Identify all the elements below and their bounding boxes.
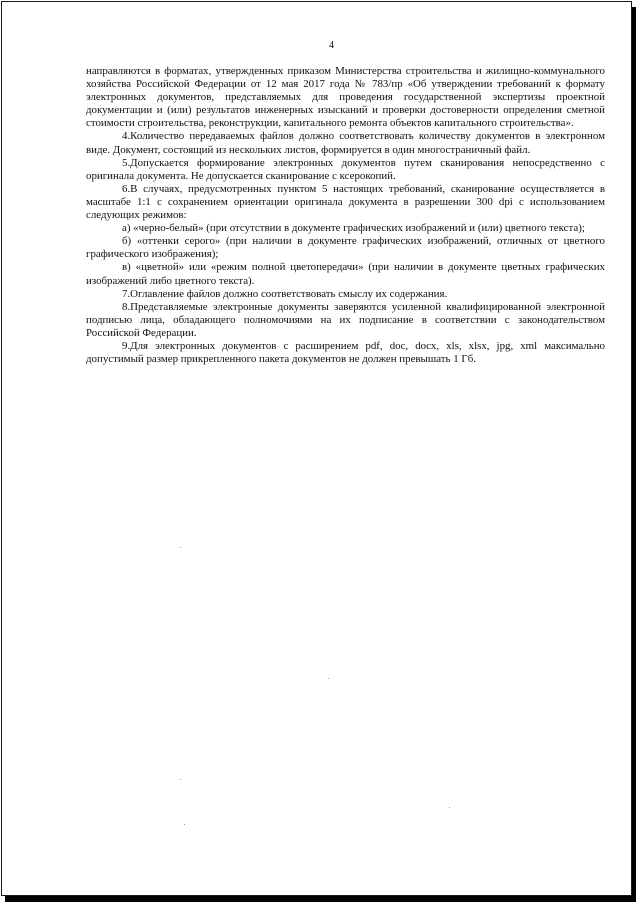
paragraph-item-6a: а) «черно-белый» (при отсутствии в документе графических изображений и (или) цветного текста); xyxy=(122,222,585,235)
paragraph-continuation: направляются в форматах, утвержденных приказом Министерства строительства и жилищно-коммунального хозяйства Российской Федерации от 12 мая 2017 года № 783/пр «Об утверждении требований к формату электронных документов, представляемых для проведения государственной экспертизы проектной документации и (или) результатов инженерных изысканий и проверки достоверности определения сметной стоимости строительства, реконструкции, капитального ремонта объектов капитального строительства». xyxy=(86,65,605,130)
page-number: 4 xyxy=(328,40,335,51)
document-body xyxy=(86,65,605,366)
paragraph-item-6: 6.В случаях, предусмотренных пунктом 5 настоящих требований, сканирование осуществляется в масштабе 1:1 с сохранением ориентации оригинала документа в разрешении 300 dpi с использованием следующих режимов: xyxy=(86,182,605,222)
paragraph-item-6c: в) «цветной» или «режим полной цветопередачи» (при наличии в документе цветных графических изображений либо цветного текста). xyxy=(86,261,605,287)
document-page xyxy=(1,1,632,896)
paragraph-item-9: 9.Для электронных документов с расширением pdf, doc, docx, xls, xlsx, jpg, xml максимально допустимый размер прикрепленного пакета документов не должен превышать 1 Гб. xyxy=(86,339,605,366)
scan-speck xyxy=(328,678,329,679)
paragraph-item-4: 4.Количество передаваемых файлов должно соответствовать количеству документов в электронном виде. Документ, состоящий из нескольких листов, формируется в один многостраничный файл. xyxy=(86,130,605,156)
paragraph-item-8: 8.Представляемые электронные документы заверяются усиленной квалифицированной электронной подписью лица, обладающего полномочиями на их подписание в соответствии с законодательством Российской Федерации. xyxy=(86,300,605,339)
scan-speck xyxy=(449,807,450,808)
scan-speck xyxy=(180,779,181,780)
scan-speck xyxy=(184,824,185,825)
paragraph-item-6b: б) «оттенки серого» (при наличии в документе графических изображений, отличных от цветного графического изображения); xyxy=(86,235,605,261)
paragraph-item-7: 7.Оглавление файлов должно соответствовать смыслу их содержания. xyxy=(122,287,448,300)
paragraph-item-5: 5.Допускается формирование электронных документов путем сканирования непосредственно с оригинала документа. Не допускается сканирование с ксерокопий. xyxy=(86,156,605,182)
scan-speck xyxy=(180,547,181,548)
